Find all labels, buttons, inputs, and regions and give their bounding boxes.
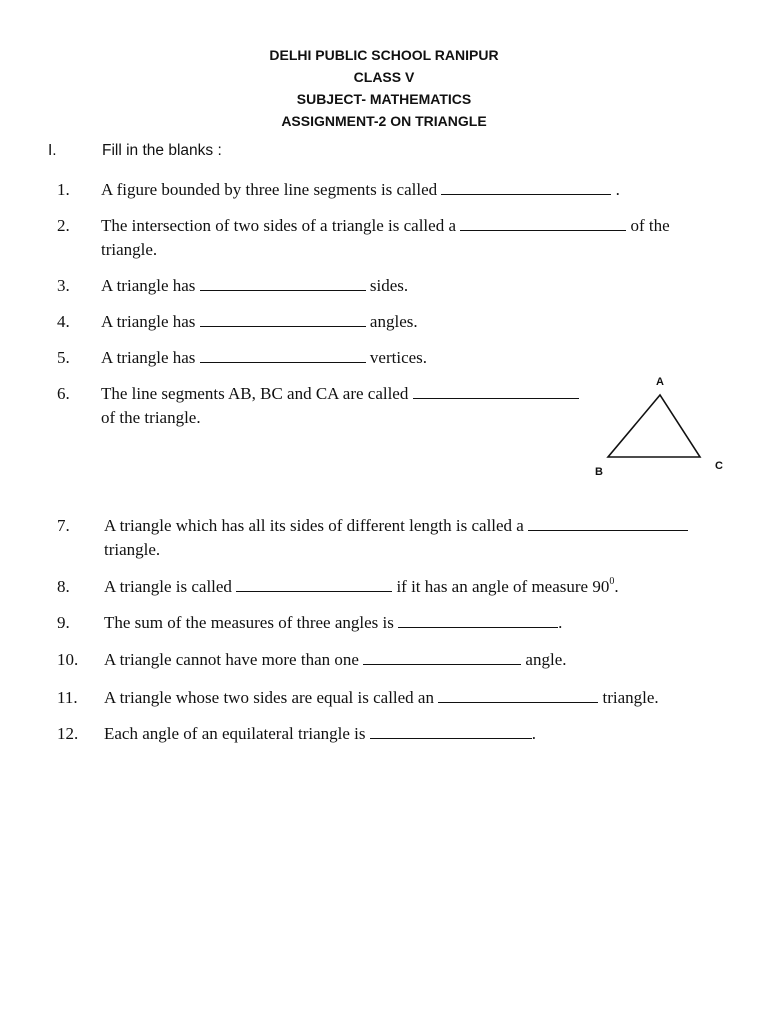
answer-blank[interactable] [236,576,392,592]
answer-blank[interactable] [438,687,598,703]
answer-blank[interactable] [528,515,688,531]
question-text-before: Each angle of an equilateral triangle is [104,724,370,743]
question-text-after: . [531,724,536,743]
subject-label: SUBJECT- MATHEMATICS [296,91,472,107]
question-text [104,514,688,538]
question-text-after: of the [626,216,670,235]
question-number: 2. [57,216,70,235]
question-number: 9. [57,613,70,632]
question-number: 12. [57,724,79,743]
question-number: 11. [57,688,78,707]
assignment-title: ASSIGNMENT-2 ON TRIANGLE [281,113,487,129]
answer-blank[interactable] [441,179,611,195]
question-text-tail: . [614,577,619,596]
question-number: 6. [57,384,70,403]
question-text-after: vertices. [365,348,428,367]
question-text-before: A figure bounded by three line segments is called [101,180,442,199]
triangle-shape [608,395,700,457]
question-text [104,686,659,710]
question-text-after: sides. [365,276,409,295]
degree-superscript: 0 [609,576,615,587]
answer-blank[interactable] [398,612,558,628]
question-text [101,178,620,202]
question-text-before: The line segments AB, BC and CA are called [101,384,413,403]
section-heading [48,142,222,160]
question-text [104,611,562,635]
question-text-line2: triangle. [104,540,161,559]
question-number: 5. [57,348,70,367]
question-text [104,722,536,746]
question-text-before: A triangle which has all its sides of different length is called a [104,516,529,535]
question-text [101,214,670,238]
question-text-before: A triangle cannot have more than one [104,650,364,669]
vertex-label-b: B [595,466,603,478]
answer-blank[interactable] [460,215,626,231]
answer-blank[interactable] [370,723,532,739]
question-number: 4. [57,312,70,331]
question-number: 1. [57,180,70,199]
question-number: 7. [57,516,70,535]
worksheet-header [0,44,768,132]
question-text-after: . [558,613,563,632]
question-text-before: The intersection of two sides of a triangle is called a [101,216,461,235]
answer-blank[interactable] [200,275,366,291]
answer-blank[interactable] [200,311,366,327]
question-number: 10. [57,650,79,669]
class-label: CLASS V [353,69,415,85]
question-text-line2: of the triangle. [101,408,201,427]
question-number: 3. [57,276,70,295]
question-text [101,274,408,298]
question-text-line2: triangle. [101,240,158,259]
question-text-before: A triangle has [101,276,200,295]
school-name: DELHI PUBLIC SCHOOL RANIPUR [269,47,499,63]
question-text-after: angle. [521,650,567,669]
question-text-after: triangle. [598,688,659,707]
triangle-abc-figure [600,385,720,465]
question-text-after: . [611,180,620,199]
question-text [104,575,619,599]
answer-blank[interactable] [363,649,521,665]
question-text-after: if it has an angle of measure 90 [392,577,610,596]
question-text [101,382,579,406]
section-number: I. [48,142,57,159]
question-text-before: The sum of the measures of three angles is [104,613,399,632]
question-text-before: A triangle is called [104,577,237,596]
question-text-before: A triangle has [101,312,200,331]
section-title: Fill in the blanks : [102,142,222,159]
question-number: 8. [57,577,70,596]
question-text-before: A triangle whose two sides are equal is called an [104,688,439,707]
question-text [101,310,418,334]
answer-blank[interactable] [413,383,579,399]
vertex-label-a: A [656,376,664,388]
question-text [101,346,427,370]
question-text-after: angles. [365,312,418,331]
answer-blank[interactable] [200,347,366,363]
vertex-label-c: C [715,460,723,472]
question-text [104,648,567,672]
question-text-before: A triangle has [101,348,200,367]
